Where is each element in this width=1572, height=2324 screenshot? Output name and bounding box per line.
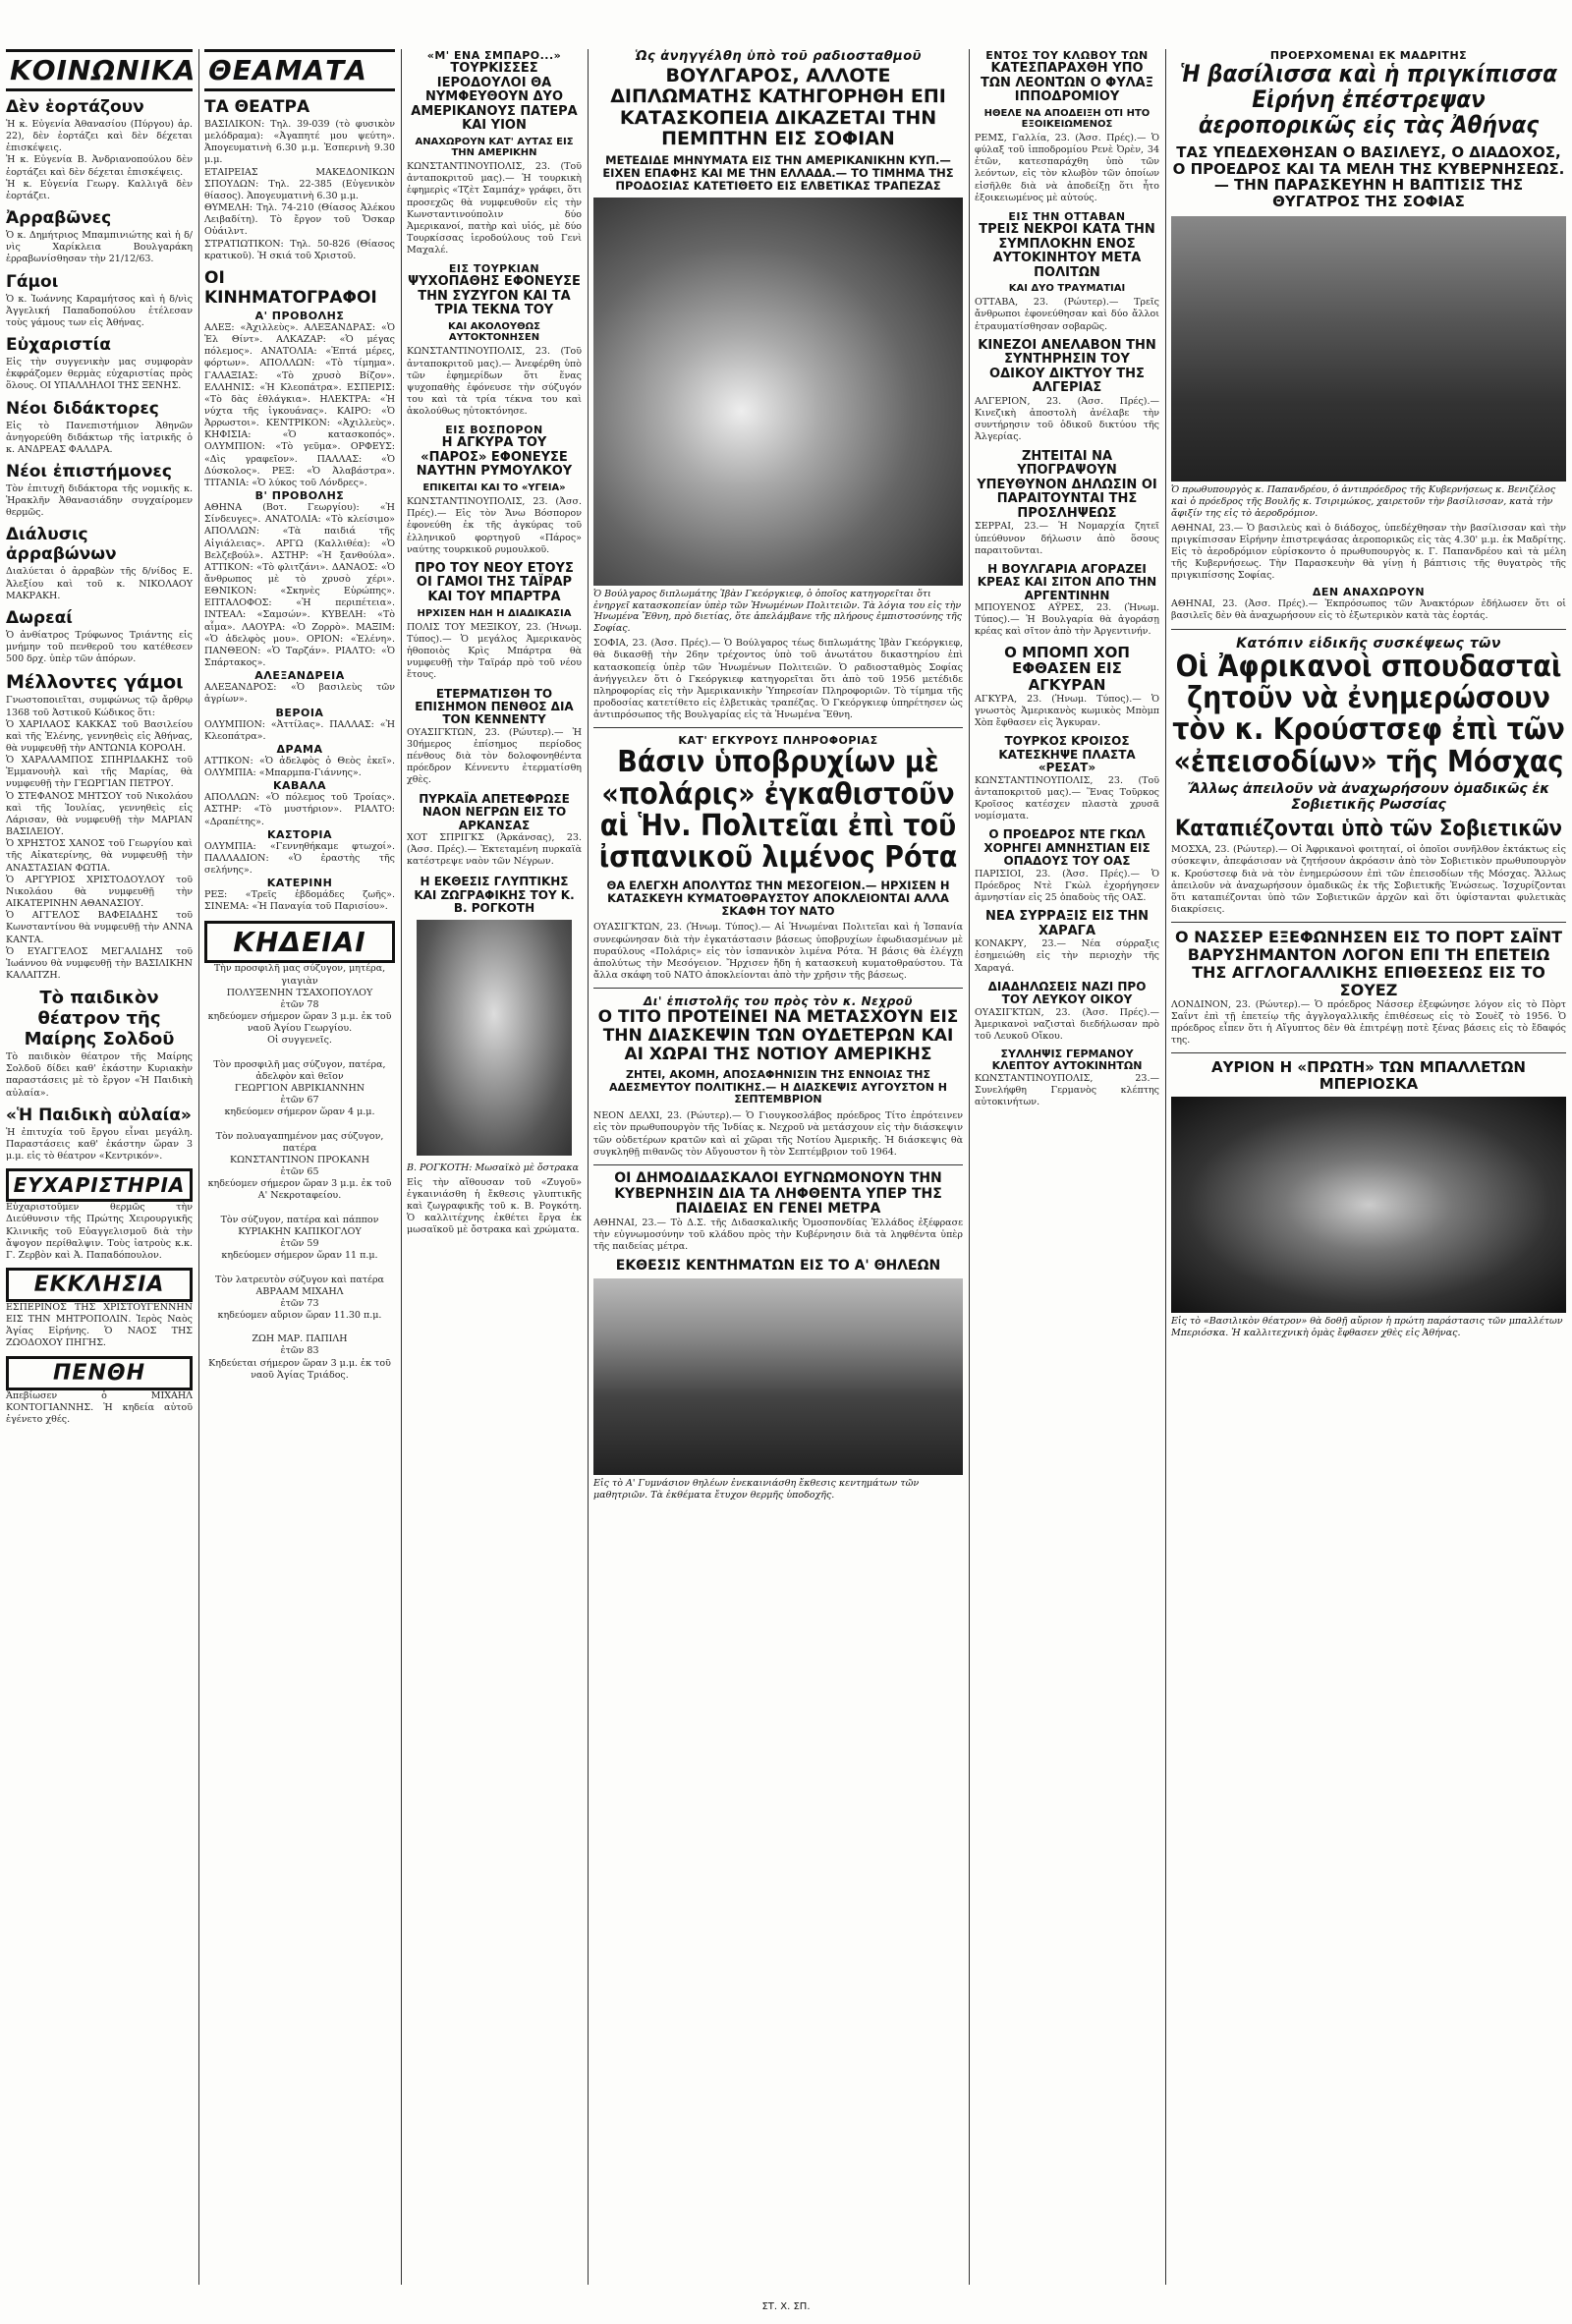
city-heading: ΔΡΑΜΑ — [276, 742, 323, 756]
article-text: ΠΟΛΙΣ ΤΟΥ ΜΕΞΙΚΟΥ, 23. (Ἡνωμ. Τύπος).— Ὁ μεγάλος Ἀμερικανὸς ἡθοποιὸς Κρὶς Μπάρτρα θὰ νυμφευθῇ τὴν Ταϊράρ πρὸ τοῦ νέου ἔτους. — [407, 621, 586, 681]
article-text: ΠΑΡΙΣΙΟΙ, 23. (Ἀσσ. Πρές).— Ὁ Πρόεδρος Ντὲ Γκὼλ ἐχορήγησεν ἀμνηστίαν εἰς 25 ὀπαδοὺς τῆς ΟΑΣ. — [975, 868, 1163, 904]
divider — [593, 988, 963, 989]
heading: Νέοι ἐπιστήμονες — [6, 461, 172, 482]
headline: ΤΟΥΡΚΟΣ ΚΡΟΙΣΟΣ ΚΑΤΕΣΚΗΨΕ ΠΛΑΣΤΑ «ΡΕΣΑΤ» — [998, 734, 1136, 775]
article-text: ΛΟΝΔΙΝΟΝ, 23. (Ρώυτερ).— Ὁ πρόεδρος Νάσσερ ἐξεφώνησε λόγον εἰς τὸ Πὸρτ Σαΐντ ἐπὶ τῇ ἐπετείῳ τῆς ἀγγλογαλλικῆς ἐπιθέσεως εἰς τὸ Σουὲζ τὸ 1956. Ὁ πρόεδρος εἶπεν ὅτι ἡ Αἴγυπτος δὲν θὰ ἐπιτρέψῃ ποτὲ ξένας βάσεις εἰς τὸ ἔδαφός της. — [1171, 998, 1570, 1047]
article-text: ΚΩΝΣΤΑΝΤΙΝΟΥΠΟΛΙΣ, 23.— Συνελήφθη Γερμανὸς κλέπτης αὐτοκινήτων. — [975, 1072, 1163, 1108]
article-text: ΚΩΝΣΤΑΝΤΙΝΟΥΠΟΛΙΣ, 23. (Ἀσσ. Πρές).— Εἰς τὸν Ἄνω Βόσπορον ἐφονεύθη ἐκ τῆς ἀγκύρας τοῦ ἑλληνικοῦ φορτηγοῦ «Πάρος» ναύτης τουρκικοῦ ρυμουλκοῦ. — [407, 496, 586, 555]
subheadline: ΚΑΙ ΑΚΟΛΟΥΘΩΣ ΑΥΤΟΚΤΟΝΗΣΕΝ — [448, 321, 540, 344]
column-news-2 — [975, 49, 1163, 2285]
column-rule — [198, 49, 199, 2285]
listing-text: ΟΛΥΜΠΙΟΝ: «Ἀττίλας». ΠΑΛΛΑΣ: «Ἡ Κλεοπάτρα». — [204, 718, 399, 742]
article-text: ΣΟΦΙΑ, 23. (Ἀσσ. Πρές).— Ὁ Βούλγαρος τέως διπλωμάτης Ἰβὰν Γκεόργκιεφ, θὰ δικασθῇ τὴν 26ην τρέχοντος ὑπὸ τοῦ ἀνωτάτου δικαστηρίου ἐπὶ κατασκοπείᾳ ὑπὲρ τῶν Ἡνωμένων Πολιτειῶν. Ὁ ραδιοσταθμὸς Σοφίας ἀνήγγειλεν ὅτι ὁ Γκεόργκιεφ κατηγορεῖται ὅτι ἀπὸ τοῦ 1956 μετέδιδε πληροφορίας εἰς τὴν Ἀμερικανικὴν Ὑπηρεσίαν Πληροφοριῶν. Τὸ τίμημα τῆς προδοσίας κατετίθετο εἰς ἐλβετικὰς τραπέζας. Ὁ Γκεόργκιεφ ὑπηρέτησεν ὡς ἀντιπρόσωπος τῆς Βουλγαρίας εἰς τὰ Ἡνωμένα Ἔθνη. — [593, 638, 967, 721]
article-text: ΑΛΓΕΡΙΟΝ, 23. (Ἀσσ. Πρές).— Κινεζικὴ ἀποστολὴ ἀνέλαβε τὴν συντήρησιν τοῦ ὁδικοῦ δικτύου τῆς Ἀλγερίας. — [975, 395, 1163, 443]
kicker: Δι' ἐπιστολῆς του πρὸς τὸν κ. Νεχροῦ — [643, 994, 914, 1009]
headline: ΣΥΛΛΗΨΙΣ ΓΕΡΜΑΝΟΥ ΚΛΕΠΤΟΥ ΑΥΤΟΚΙΝΗΤΩΝ — [991, 1048, 1143, 1073]
article-text: Ὁ κ. Ἰωάννης Καραμήτσος καὶ ἡ δ/νὶς Ἀγγελική Παπαδοπούλου ἐτέλεσαν τοὺς γάμους των εἰς Ἀθήνας. — [6, 293, 196, 328]
article-text: Εἰς τὴν συγγενικὴν μας συμφορὰν ἐκφράζομεν θερμὰς εὐχαριστίας πρὸς ὅλους. ΟΙ ΥΠΑΛΛΗΛΟΙ ΤΗΣ ΞΕΝΗΣ. — [6, 357, 196, 392]
article-text: ΚΩΝΣΤΑΝΤΙΝΟΥΠΟΛΙΣ, 23. (Τοῦ ἀνταποκριτοῦ μας).— Ἀνεφέρθη ὑπὸ τῶν ἐφημερίδων ὅτι ἕνας ψυχοπαθὴς ἐφόνευσε τὴν σύζυγόν του καὶ τὰ τρία τέκνα του καὶ ἀκολούθως ηὐτοκτόνησε. — [407, 346, 586, 418]
article-text: ΜΠΟΥΕΝΟΣ ΑΫΡΕΣ, 23. (Ἡνωμ. Τύπος).— Ἡ Βουλγαρία θὰ ἀγοράσῃ κρέας καὶ σῖτον ἀπὸ τὴν Ἀργεντινήν. — [975, 602, 1163, 638]
article-text: Ὁ ἀνθίατρος Τρύφωνος Τριάντης εἰς μνήμην τοῦ πενθεροῦ του κατέθεσεν 500 δρχ. ὑπὲρ τῶν ἀπόρων. — [6, 629, 196, 665]
africa-headline: Οἱ Ἀφρικανοὶ σπουδασταὶ ζητοῦν νὰ ἐνημερώσουν τὸν κ. Κρούστσεφ ἐπὶ τῶν «ἐπεισοδίων» τῆς Μόσχας — [1172, 649, 1565, 779]
article-text: ΜΟΣΧΑ, 23. (Ρώυτερ).— Οἱ Ἀφρικανοὶ φοιτηταί, οἱ ὁποῖοι συνῆλθον ἐκτάκτως εἰς σύσκεψιν, ἀπεφάσισαν νὰ ζητήσουν ἀκρόασιν ἀπὸ τὸν Σοβιετικὸν πρωθυπουργὸν κ. Κρούστσεφ διὰ νὰ τὸν ἐνημερώσουν ἐπὶ τῶν ἐπεισοδίων τῆς Μόσχας. Ἄλλως ἀπειλοῦν νὰ ἀναχωρήσουν ὁμαδικῶς ἐκ τῆς Σοβιετικῆς Ἑνώσεως. Ἰσχυρίζονται ὅτι καταπιέζονται ὑπὸ τῶν Σοβιετικῶν ἀρχῶν καὶ ὅτι ὑφίστανται φυλετικὰς διακρίσεις. — [1171, 844, 1570, 916]
listing-text: ΑΛΕΞ: «Ἀχιλλεὺς». ΑΛΕΞΑΝΔΡΑΣ: «Ὁ Ἑλ Θίντ». ΑΛΚΑΖΑΡ: «Ὁ μέγας πόλεμος». ΑΝΑΤΟΛΙΑ: «Ἐπτά μέρες, φόρτων». ΑΠΟΛΛΩΝ: «Τὸ τίμημα». ΓΑΛΑΞΙΑΣ: «Τὸ χρυσὸ Βίζον». ΕΛΛΗΝΙΣ: «Ἡ Κλεοπάτρα». ΕΣΠΕΡΙΣ: «Τὸ δὰς ἐθλάγκια». ΗΛΕΚΤΡΑ: «Ἡ νύχτα τῆς ἰγκουάνας». ΚΑΙΡΟ: «Ὁ Ἀρρωστοι». ΚΕΝΤΡΙΚΟΝ: «Ἀχιλλεὺς». ΚΗΦΙΣΙΑ: «Ὁ κατασκοπός». ΟΛΥΜΠΙΟΝ: «Τὸ γεῦμα». ΟΡΦΕΥΣ: «Δὶς γραφεῖον». ΠΑΛΛΑΣ: «Ὁ Δύσκολος». ΡΕΞ: «Ὁ Ἀλαβάστρα». ΤΙΤΑΝΙΑ: «Ὁ λύκος τοῦ Λόνδρες». — [204, 321, 399, 488]
heading: Ἀρραβῶνες — [6, 208, 112, 229]
teachers-headline: ΟΙ ΔΗΜΟΔΙΔΑΣΚΑΛΟΙ ΕΥΓΝΩΜΟΝΟΥΝ ΤΗΝ ΚΥΒΕΡΝΗΣΙΝ ΔΙΑ ΤΑ ΛΗΦΘΕΝΤΑ ΥΠΕΡ ΤΗΣ ΠΑΙΔΕΙΑΣ ΕΝ ΓΕΝΕΙ ΜΕΤΡΑ — [614, 1169, 942, 1218]
headline: Η ΕΚΘΕΣΙΣ ΓΛΥΠΤΙΚΗΣ ΚΑΙ ΖΩΓΡΑΦΙΚΗΣ ΤΟΥ Κ. Β. ΡΟΓΚΟΤΗ — [414, 875, 575, 916]
royal-arrival-photo — [1171, 216, 1566, 482]
kicker: ΚΑΤ' ΕΓΚΥΡΟΥΣ ΠΛΗΡΟΦΟΡΙΑΣ — [678, 734, 878, 748]
divider — [593, 727, 963, 728]
article-text: Ἡ κ. Εὐγενία Ἀθανασίου (Πύργου) ἀρ. 22), δὲν ἑορτάζει καὶ δὲν δέχεται ἐπισκέψεις. Ἡ κ. Εὐγενία Β. Ἀνδριανοπούλου δὲν ἑορτάζει καὶ δὲν δέχεται ἐπισκέψεις. Ἡ κ. Εὐγενία Γεωργ. Καλλιγᾶ δὲν ἑορτάζει. — [6, 119, 193, 201]
funeral-notices: Τὴν προσφιλῆ μας σύζυγον, μητέρα, γιαγιὰν ΠΟΛΥΞΕΝΗΝ ΤΣΑΧΟΠΟΥΛΟΥ ἐτῶν 78 κηδεύομεν σήμερον ὥραν 3 μ.μ. ἐκ τοῦ ναοῦ Ἁγίου Γεωργίου. Οἱ συγγενεῖς. Τὸν προσφιλῆ μας σύζυγον, πατέρα, ἀδελφὸν καὶ θεῖον ΓΕΩΡΓΙΟΝ ΑΒΡΙΚΙΑΝΝΗΝ ἐτῶν 67 κηδεύομεν σήμερον ὥραν 4 μ.μ. Τὸν πολυαγαπημένον μας σύζυγον, πατέρα ΚΩΝΣΤΑΝΤΙΝΟΝ ΠΡΟΚΑΝΗ ἐτῶν 65 κηδεύομεν σήμερον ὥραν 3 μ.μ. ἐκ τοῦ Α' Νεκροταφείου. Τὸν σύζυγον, πατέρα καὶ πάππον ΚΥΡΙΑΚΗΝ ΚΑΠΙΚΟΓΛΟΥ ἐτῶν 59 κηδεύομεν σήμερον ὥραν 11 π.μ. Τὸν λατρευτὸν σύζυγον καὶ πατέρα ΑΒΡΑΑΜ ΜΙΧΑΗΛ ἐτῶν 73 κηδεύομεν αὔριον ὥραν 11.30 π.μ. ΖΩΗ ΜΑΡ. ΠΑΠΙΛΗ ἐτῶν 83 Κηδεύεται σήμερον ὥραν 3 μ.μ. ἐκ τοῦ ναοῦ Ἁγίας Τριάδος. — [207, 963, 392, 1381]
article-text: Τὸν ἐπιτυχῆ διδάκτορα τῆς νομικῆς κ. Ἡρακλῆν Ἀθανασιάδην συγχαίρομεν θερμῶς. — [6, 482, 196, 519]
headline: ΠΥΡΚΑΪΑ ΑΠΕΤΕΦΡΩΣΕ ΝΑΟΝ ΝΕΓΡΩΝ ΕΙΣ ΤΟ ΑΡΚΑΝΣΑΣ — [419, 791, 570, 832]
article-text: ΡΕΜΣ, Γαλλία, 23. (Ἀσσ. Πρές).— Ὁ φύλαξ τοῦ ἱπποδρομίου Ρενὲ Ὀρὲν, 34 ἐτῶν, κατεσπαράχθη ὑπὸ τῶν λεόντων, εἰς τὸν κλωβὸν τῶν ὁποίων εἰσῆλθε διὰ νὰ ἀποδείξῃ ὅτι ἦτο ἐξοικειωμένος μὲ αὐτούς. — [975, 133, 1163, 203]
subheadline: ΗΡΧΙΣΕΝ ΗΔΗ Η ΔΙΑΔΙΚΑΣΙΑ — [417, 607, 572, 619]
heading: Δὲν ἑορτάζουν — [6, 97, 144, 117]
tito-subheadline: ΖΗΤΕΙ, ΑΚΟΜΗ, ΑΠΟΣΑΦΗΝΙΣΙΝ ΤΗΣ ΕΝΝΟΙΑΣ ΤΗΣ ΑΔΕΣΜΕΥΤΟΥ ΠΟΛΙΤΙΚΗΣ.— Η ΔΙΑΣΚΕΨΙΣ ΑΥΓΟΥΣΤΟΝ Η ΣΕΠΤΕΜΒΡΙΟΝ — [608, 1068, 948, 1105]
article-text: Διαλύεται ὁ ἀρραβὼν τῆς δ/νίδος Ε. Ἀλεξίου καὶ τοῦ κ. ΝΙΚΟΛΑΟΥ ΜΑΚΡΑΚΗ. — [6, 566, 196, 601]
listing-text: ΡΕΞ: «Τρεῖς ἑβδομάδες ζωῆς». ΣΙΝΕΜΑ: «Ἡ Παναγία τοῦ Παρισίου». — [204, 889, 399, 913]
headline: ΚΑΤΕΣΠΑΡΑΧΘΗ ΥΠΟ ΤΩΝ ΛΕΟΝΤΩΝ Ο ΦΥΛΑΞ ΙΠΠΟΔΡΟΜΙΟΥ — [981, 61, 1153, 105]
section-title-mourning: ΠΕΝΘΗ — [6, 1356, 193, 1390]
column-rule — [588, 49, 589, 2285]
listing-text: ΑΘΗΝΑ (Βοτ. Γεωργίου): «Ἡ Σίνδευγες». ΑΝΑΤΟΛΙΑ: «Τὸ κλείσιμο» ΑΠΟΛΛΩΝ: «Τὰ παιδιά τῆς Αἰγιάλειας». ΑΡΓΩ (Καλλιθέα): «Ὁ Βελζεβούλ». ΑΣΤΗΡ: «Ἡ ξανθούλα». ΑΤΤΙΚΟΝ: «Τὸ φλιτζάνι». ΔΑΝΑΟΣ: «Ὁ ἄνθρωπος μὲ τὸ χρυσὸ χέρι». ΕΘΝΙΚΟΝ: «Σκηνὲς Εὐρώπης». ΕΠΤΑΛΟΦΟΣ: «Ἡ περιπέτεια». ΙΝΤΕΑΛ: «Σαμσών». ΚΥΒΕΛΗ: «Τὸ αἷμα». ΛΑΟΥΡΑ: «Ὁ Ζορρὸ». ΜΑΞΙΜ: «Ὁ ἀδελφὸς μου». ΟΡΙΟΝ: «Ἐλένη». ΠΑΝΘΕΟΝ: «Ὁ Ταρζάν». ΡΙΑΛΤΟ: «Ὁ Σπάρτακος». — [204, 502, 399, 669]
article-text: Ὁ κ. Δημήτριος Μπαμπινιώτης καὶ ἡ δ/νὶς Χαρίκλεια Βουλγαράκη ἐρραβωνίσθησαν τὴν 21/12/63. — [6, 230, 196, 265]
article-text: ΟΥΑΣΙΓΚΤΩΝ, 23. (Ἡνωμ. Τύπος).— Αἱ Ἡνωμέναι Πολιτεῖαι καὶ ἡ Ἰσπανία συνεφώνησαν διὰ τὴν ἐγκατάστασιν βάσεως ὑποβρυχίων ἐφωδιασμένων μὲ πυραύλους «Πολάρις» εἰς τὸν ἰσπανικὸν λιμένα Ρότα. Ἡ βάσις θὰ ἐλέγχῃ ἀπολύτως τὴν Μεσόγειον. Ἤρχισεν ἤδη ἡ κατασκευὴ κυματοθραύστου. Τὰ ἄλλα σκάφη τοῦ ΝΑΤΟ ἀποκλείονται ἀπὸ τὴν χρῆσιν τῆς βάσεως. — [593, 922, 967, 982]
article-text: ΟΥΑΣΙΓΚΤΩΝ, 23. (Ρώυτερ).— Ἡ 30ήμερος ἐπίσημος περίοδος πένθους διὰ τὸν δολοφονηθέντα πρόεδρον Κέννεντυ ἐτερματίσθη χθὲς. — [407, 726, 586, 786]
article-text: Εἰς τὸ Πανεπιστήμιον Ἀθηνῶν ἀνηγορεύθη διδάκτωρ τῆς ἰατρικῆς ὁ κ. ΑΝΔΡΕΑΣ ΦΑΛΔΡΑ. — [6, 420, 196, 455]
listing-text: ΑΤΤΙΚΟΝ: «Ὁ ἀδελφὸς ὁ Θεὸς ἐκεῖ». ΟΛΥΜΠΙΑ: «Μπαρμπα-Γιάννης». — [204, 755, 399, 779]
listing-text: ΑΠΟΛΛΩΝ: «Ὁ πόλεμος τοῦ Τροίας». ΑΣΤΗΡ: «Τὸ μυστήριον». ΡΙΑΛΤΟ: «Δραπέτης». — [204, 792, 399, 827]
subheadline: ΑΝΑΧΩΡΟΥΝ ΚΑΤ' ΑΥΤΑΣ ΕΙΣ ΤΗΝ ΑΜΕΡΙΚΗΝ — [415, 136, 574, 158]
headline: ΕΤΕΡΜΑΤΙΣΘΗ ΤΟ ΕΠΙΣΗΜΟΝ ΠΕΝΘΟΣ ΔΙΑ ΤΟΝ ΚΕΝΝΕΝΤΥ — [415, 686, 574, 727]
headline: ΝΕΑ ΣΥΡΡΑΞΙΣ ΕΙΣ ΤΗΝ ΧΑΡΑΓΑ — [985, 909, 1149, 938]
tito-headline: Ο ΤΙΤΟ ΠΡΟΤΕΙΝΕΙ ΝΑ ΜΕΤΑΣΧΟΥΝ ΕΙΣ ΤΗΝ ΔΙΑΣΚΕΨΙΝ ΤΩΝ ΟΥΔΕΤΕΡΩΝ ΚΑΙ ΑΙ ΧΩΡΑΙ ΤΗΣ ΝΟΤΙΟΥ ΑΜΕΡΙΚΗΣ — [597, 1007, 959, 1065]
heading: Γάμοι — [6, 271, 59, 292]
diplomat-photo — [593, 198, 963, 586]
section-title-thanks: ΕΥΧΑΡΙΣΤΗΡΙΑ — [6, 1168, 193, 1202]
ballet-headline: ΑΥΡΙΟΝ Η «ΠΡΩΤΗ» ΤΩΝ ΜΠΑΛΛΕΤΩΝ ΜΠΕΡΙΟΣΚΑ — [1211, 1058, 1526, 1094]
article-text: ΟΤΤΑΒΑ, 23. (Ρώυτερ).— Τρεῖς ἄνθρωποι ἐφονεύθησαν καὶ δύο ἄλλοι ἐτραυματίσθησαν σοβαρῶς. — [975, 297, 1163, 332]
article-text: ΚΟΝΑΚΡΥ, 23.— Νέα σύρραξις ἐσημειώθη εἰς τὴν περιοχὴν τῆς Χαραγά. — [975, 938, 1163, 974]
headline: Η ΒΟΥΛΓΑΡΙΑ ΑΓΟΡΑΖΕΙ ΚΡΕΑΣ ΚΑΙ ΣΙΤΟΝ ΑΠΟ ΤΗΝ ΑΡΓΕΝΤΙΝΗΝ — [977, 561, 1157, 602]
divider — [593, 1164, 963, 1165]
article-text: ΑΘΗΝΑΙ, 23.— Τὸ Δ.Σ. τῆς Διδασκαλικῆς Ὁμοσπονδίας Ἑλλάδος ἐξέφρασε τὴν εὐγνωμοσύνην τοῦ κλάδου πρὸς τὴν Κυβέρνησιν διὰ τὰ ληφθέντα ὑπὲρ τῆς παιδείας μέτρα. — [593, 1217, 967, 1253]
city-heading: ΚΑΤΕΡΙΝΗ — [266, 877, 333, 890]
kicker: ΕΙΣ ΤΟΥΡΚΙΑΝ — [448, 262, 540, 276]
kicker: ΔΕΝ ΑΝΑΧΩΡΟΥΝ — [1312, 586, 1426, 599]
column-social — [6, 49, 196, 2285]
embroidery-photo — [593, 1278, 963, 1475]
kicker: ΕΙΣ ΒΟΣΠΟΡΟΝ — [445, 424, 543, 437]
photo-caption: Β. ΡΟΓΚΟΤΗ: Μωσαϊκὸ μὲ ὄστρακα — [407, 1162, 579, 1173]
column-rule — [1165, 49, 1166, 2285]
headline: Η ΑΓΚΥΡΑ ΤΟΥ «ΠΑΡΟΣ» ΕΦΟΝΕΥΣΕ ΝΑΥΤΗΝ ΡΥΜΟΥΛΚΟΥ — [416, 435, 573, 480]
article-text: Γνωστοποιεῖται, συμφώνως τῷ ἄρθρῳ 1368 τοῦ Ἀστικοῦ Κώδικος ὅτι: Ὁ ΧΑΡΙΛΑΟΣ ΚΑΚΚΑΣ τοῦ Βασιλείου καὶ τῆς Ἐλένης, γεννηθεὶς εἰς Ἀθήνας, θὰ νυμφευθῇ τὴν ΑΝΤΩΝΙΑ ΚΟΡΟΛΗ. Ὁ ΧΑΡΑΛΑΜΠΟΣ ΣΠΗΡΙΔΑΚΗΣ τοῦ Ἐμμανουὴλ καὶ τῆς Μαρίας, θὰ νυμφευθῇ τὴν ΓΕΩΡΓΙΑΝ ΠΕΤΡΟΥ. Ὁ ΣΤΕΦΑΝΟΣ ΜΗΤΣΟΥ τοῦ Νικολάου καὶ τῆς Ἰουλίας, γεννηθεὶς εἰς Λάρισαν, θὰ νυμφευθῇ τὴν ΜΑΡΙΑΝ ΒΑΣΙΛΕΙΟΥ. Ὁ ΧΡΗΣΤΟΣ ΧΑΝΟΣ τοῦ Γεωργίου καὶ τῆς Αἰκατερίνης, θὰ νυμφευθῇ τὴν ΑΝΑΣΤΑΣΙΑΝ ΦΩΤΙΑ. Ὁ ΑΡΓΥΡΙΟΣ ΧΡΙΣΤΟΔΟΥΛΟΥ τοῦ Νικολάου θὰ νυμφευθῇ τὴν ΑΙΚΑΤΕΡΙΝΗΝ ΑΘΑΝΑΣΙΟΥ. Ὁ ΑΓΓΕΛΟΣ ΒΑΦΕΙΑΔΗΣ τοῦ Κωνσταντίνου θὰ νυμφευθῇ τὴν ΑΝΝΑ ΚΑΝΤΑ. Ὁ ΕΥΑΓΓΕΛΟΣ ΜΕΓΑΛΙΔΗΣ τοῦ Ἰωάννου θὰ νυμφευθῇ τὴν ΒΑΣΙΛΙΚΗΝ ΚΑΛΑΙΤΖΗ. — [6, 695, 193, 981]
subheadline: ΕΠΙΚΕΙΤΑΙ ΚΑΙ ΤΟ «ΥΓΕΙΑ» — [422, 482, 566, 493]
heading: Μέλλοντες γάμοι — [6, 671, 184, 694]
polaris-headline: Βάσιν ὑποβρυχίων μὲ «πολάρις» ἐγκαθιστοῦν αἱ Ἡν. Πολιτεῖαι ἐπὶ τοῦ ἰσπανικοῦ λιμένος Ρότα — [598, 745, 958, 876]
city-heading: ΚΑΒΑΛΑ — [273, 779, 326, 793]
article-text: Τὸ παιδικὸν θέατρον τῆς Μαίρης Σολδοῦ δίδει καθ' ἑκάστην Κυριακὴν παραστάσεις μὲ τὸ ἔργον «Ἡ Παιδικὴ αὐλαία». — [6, 1051, 196, 1099]
section-title-funerals: ΚΗΔΕΙΑΙ — [204, 921, 395, 963]
headline: Ο ΜΠΟΜΠ ΧΟΠ ΕΦΘΑΣΕΝ ΕΙΣ ΑΓΚΥΡΑΝ — [1004, 643, 1130, 695]
polaris-subheadline: ΘΑ ΕΛΕΓΧΗ ΑΠΟΛΥΤΩΣ ΤΗΝ ΜΕΣΟΓΕΙΟΝ.— ΗΡΧΙΣΕΝ Η ΚΑΤΑΣΚΕΥΗ ΚΥΜΑΤΟΘΡΑΥΣΤΟΥ ΑΠΟΚΛΕΙΟΝΤΑΙ ΑΛΛΑ ΣΚΑΦΗ ΤΟΥ ΝΑΤΟ — [606, 878, 950, 918]
headline: ΖΗΤΕΙΤΑΙ ΝΑ ΥΠΟΓΡΑΨΟΥΝ ΥΠΕΥΘΥΝΟΝ ΔΗΛΩΣΙΝ ΟΙ ΠΑΡΑΙΤΟΥΝΤΑΙ ΤΗΣ ΠΡΟΣΛΗΨΕΩΣ — [977, 448, 1157, 521]
africa-subheadline-2: Καταπιέζονται ὑπὸ τῶν Σοβιετικῶν — [1174, 816, 1563, 841]
article-text: ΧΟΤ ΣΠΡΙΓΚΣ (Ἀρκάνσας), 23. (Ἀσσ. Πρές).— Ἐκτεταμένη πυρκαϊὰ κατέστρεψε ναὸν τῶν Νέγρων. — [407, 831, 586, 868]
headline: ΤΡΕΙΣ ΝΕΚΡΟΙ ΚΑΤΑ ΤΗΝ ΣΥΜΠΛΟΚΗΝ ΕΝΟΣ ΑΥΤΟΚΙΝΗΤΟΥ ΜΕΤΑ ΠΟΛΙΤΩΝ — [979, 221, 1155, 280]
column-rule — [401, 49, 402, 2285]
heading: Τὸ παιδικὸν θέατρον τῆς Μαίρης Σολδοῦ — [24, 988, 175, 1050]
main-subheadline: ΜΕΤΕΔΙΔΕ ΜΗΝΥΜΑΤΑ ΕΙΣ ΤΗΝ ΑΜΕΡΙΚΑΝΙΚΗΝ ΚΥΠ.— ΕΙΧΕΝ ΕΠΑΦΗΣ ΚΑΙ ΜΕ ΤΗΝ ΕΛΛΑΔΑ.— ΤΟ ΤΙΜΗΜΑ ΤΗΣ ΠΡΟΔΟΣΙΑΣ ΚΑΤΕΤΙΘΕΤΟ ΕΙΣ ΕΛΒΕΤΙΚΑΣ ΤΡΑΠΕΖΑΣ — [602, 153, 954, 193]
subheading: Α' ΠΡΟΒΟΛΗΣ — [254, 309, 345, 322]
royal-headline: Ἡ βασίλισσα καὶ ἡ πριγκίπισσα Εἰρήνη ἐπέστρεψαν ἀεροπορικῶς εἰς τὰς Ἀθήνας — [1179, 60, 1557, 139]
heading: Εὐχαριστία — [6, 335, 111, 356]
subheadline: ΚΑΙ ΔΥΟ ΤΡΑΥΜΑΤΙΑΙ — [1008, 283, 1126, 295]
section-title-church: ΕΚΚΛΗΣΙΑ — [6, 1268, 193, 1302]
article-text: Ἀπεβίωσεν ὁ ΜΙΧΑΗΛ ΚΟΝΤΟΓΙΑΝΝΗΣ. Ἡ κηδεία αὐτοῦ ἐγένετο χθές. — [6, 1389, 196, 1425]
kicker: ΕΝΤΟΣ ΤΟΥ ΚΛΩΒΟΥ ΤΩΝ — [985, 49, 1149, 62]
headline: Ο ΠΡΟΕΔΡΟΣ ΝΤΕ ΓΚΩΛ ΧΟΡΗΓΕΙ ΑΜΝΗΣΤΙΑΝ ΕΙΣ ΟΠΑΔΟΥΣ ΤΟΥ ΟΑΣ — [983, 827, 1151, 869]
heading: Δωρεαί — [6, 607, 73, 628]
listing-text: ΒΑΣΙΛΙΚΟΝ: Τηλ. 39-039 (τὸ φυσικὸν μελόδραμα): «Ἀγαπητέ μου ψεύτη». Ἀπογευματινὴ 6.30 μ.μ. Ἑσπερινὴ 9.30 μ.μ. ΕΤΑΙΡΕΙΑΣ ΜΑΚΕΔΟΝΙΚΩΝ ΣΠΟΥΔΩΝ: Τηλ. 22-385 (Εὐγενικὸν θίασος). Ἀπογευματινὴ 6.30 μ.μ. ΘΥΜΕΛΗ: Τηλ. 74-210 (Θίασος Ἀλέκου Λειβαδίτη). Τὸ ἔργον τοῦ Ὄσκαρ Οὐάιλντ. ΣΤΡΑΤΙΩΤΙΚΟΝ: Τηλ. 50-826 (Θίασος κρατικοῦ). Ἡ σκιά τοῦ Χριστοῦ. — [204, 119, 395, 261]
divider — [1171, 1052, 1566, 1053]
artwork-photo — [417, 920, 572, 1156]
headline: ΠΡΟ ΤΟΥ ΝΕΟΥ ΕΤΟΥΣ ΟΙ ΓΑΜΟΙ ΤΗΣ ΤΑΪΡΑΡ ΚΑΙ ΤΟΥ ΜΠΑΡΤΡΑ — [415, 560, 574, 605]
kicker: Κατόπιν εἰδικῆς συσκέψεως τῶν — [1236, 635, 1501, 652]
nasser-headline: Ο ΝΑΣΣΕΡ ΕΞΕΦΩΝΗΣΕΝ ΕΙΣ ΤΟ ΠΟΡΤ ΣΑΪΝΤ ΒΑΡΥΣΗΜΑΝΤΟΝ ΛΟΓΟΝ ΕΠΙ ΤΗ ΕΠΕΤΕΙΩ ΤΗΣ ΑΓΓΛΟΓΑΛΛΙΚΗΣ ΕΠΙΘΕΣΕΩΣ ΕΙΣ ΤΟ ΣΟΥΕΖ — [1174, 928, 1563, 999]
subheading: Β' ΠΡΟΒΟΛΗΣ — [254, 489, 345, 503]
photo-caption: Εἰς τὸ Α' Γυμνάσιον θηλέων ἐνεκαινιάσθη ἔκθεσις κεντημάτων τῶν μαθητριῶν. Τὰ ἐκθέματα ἔτυχον θερμῆς ὑποδοχῆς. — [593, 1478, 920, 1501]
article-text: ΟΥΑΣΙΓΚΤΩΝ, 23. (Ἀσσ. Πρές).— Ἀμερικανοὶ ναζισταὶ διεδήλωσαν πρὸ τοῦ Λευκοῦ Οἴκου. — [975, 1006, 1163, 1042]
article-text: ΣΕΡΡΑΙ, 23.— Ἡ Νομαρχία ζητεῖ ὑπεύθυνον δήλωσιν ἀπὸ ὅσους παραιτοῦνται. — [975, 521, 1163, 556]
headline: ΨΥΧΟΠΑΘΗΣ ΕΦΟΝΕΥΣΕ ΤΗΝ ΣΥΖΥΓΟΝ ΚΑΙ ΤΑ ΤΡΙΑ ΤΕΚΝΑ ΤΟΥ — [408, 274, 581, 318]
heading: Νέοι διδάκτορες — [6, 398, 159, 419]
listing-text: ΑΛΕΞΑΝΔΡΟΣ: «Ὁ βασιλεὺς τῶν ἀγρίων». — [204, 682, 399, 706]
ballet-photo — [1171, 1097, 1566, 1313]
column-rule — [969, 49, 970, 2285]
article-text: ΚΩΝΣΤΑΝΤΙΝΟΥΠΟΛΙΣ, 23. (Τοῦ ἀνταποκριτοῦ μας).— Ἡ τουρκικὴ ἐφημερὶς «Τζὲτ Σαμπάχ» γράφει, ὅτι προσεχῶς θὰ νυμφευθοῦν εἰς τὴν Κωνσταντινούπολιν δύο Ἀμερικανοί, πατὴρ καὶ υἱός, μὲ δύο Τουρκίσσας ἱεροδούλους τοῦ Γενὶ Μαχαλέ. — [407, 161, 586, 256]
embroidery-headline: ΕΚΘΕΣΙΣ ΚΕΝΤΗΜΑΤΩΝ ΕΙΣ ΤΟ Α' ΘΗΛΕΩΝ — [615, 1258, 941, 1275]
divider — [1171, 922, 1566, 923]
city-heading: ΒΕΡΟΙΑ — [275, 706, 324, 719]
article-text: ΚΩΝΣΤΑΝΤΙΝΟΥΠΟΛΙΣ, 23. (Τοῦ ἀνταποκριτοῦ μας).— Ἕνας Τοῦρκος Κροῖσος κατέσχεν πλαστὰ χρυσᾶ νομίσματα. — [975, 774, 1163, 822]
headline: ΤΟΥΡΚΙΣΣΕΣ ΙΕΡΟΔΟΥΛΟΙ ΘΑ ΝΥΜΦΕΥΘΟΥΝ ΔΥΟ ΑΜΕΡΙΚΑΝΟΥΣ ΠΑΤΕΡΑ ΚΑΙ ΥΙΟΝ — [411, 61, 578, 134]
heading: ΟΙ ΚΙΝΗΜΑΤΟΓΡΑΦΟΙ — [204, 267, 377, 308]
article-text: ΑΘΗΝΑΙ, 23.— Ὁ βασιλεὺς καὶ ὁ διάδοχος, ὑπεδέχθησαν τὴν βασίλισσαν καὶ τὴν πριγκίπισσαν Εἰρήνην ἐπιστρεψάσας ἀεροπορικῶς εἰς τὰς 4.30' μ.μ. ἐκ Μαδρίτης. Εἰς τὸ ἀεροδρόμιον εὑρίσκοντο ὁ πρωθυπουργὸς κ. Γ. Παπανδρέου καὶ τὰ μέλη τῆς Κυβερνήσεως. Τὴν Παρασκευὴν θὰ γίνῃ ἡ βάπτισις τῆς θυγατρὸς τῆς πριγκιπίσσης Σοφίας. — [1171, 522, 1570, 582]
africa-subheadline: Ἄλλως ἀπειλοῦν νὰ ἀναχωρήσουν ὁμαδικῶς ἐκ Σοβιετικῆς Ρωσσίας — [1187, 781, 1550, 813]
photo-caption: Ὁ Βούλγαρος διπλωμάτης Ἰβὰν Γκεόργκιεφ, ὁ ὁποῖος κατηγορεῖται ὅτι ἐνηργεῖ κατασκοπείαν ὑπὲρ τῶν Ἡνωμένων Πολιτειῶν. Τὰ λόγια του εἰς τὴν Ἡνωμένα Ἔθνη, πρὸ διετίας, ὅτε ἀπελάμβανε τῆς πλήρους ἐμπιστοσύνης τῆς Σοφίας. — [593, 588, 963, 635]
royal-subheadline: ΤΑΣ ΥΠΕΔΕΧΘΗΣΑΝ Ο ΒΑΣΙΛΕΥΣ, Ο ΔΙΑΔΟΧΟΣ, Ο ΠΡΟΕΔΡΟΣ ΚΑΙ ΤΑ ΜΕΛΗ ΤΗΣ ΚΥΒΕΡΝΗΣΕΩΣ.— ΤΗΝ ΠΑΡΑΣΚΕΥΗΝ Η ΒΑΠΤΙΣΙΣ ΤΗΣ ΘΥΓΑΤΡΟΣ ΤΗΣ ΣΟΦΙΑΣ — [1172, 142, 1565, 211]
headline: ΔΙΑΔΗΛΩΣΕΙΣ ΝΑΖΙ ΠΡΟ ΤΟΥ ΛΕΥΚΟΥ ΟΙΚΟΥ — [987, 979, 1147, 1007]
article-text: ΕΣΠΕΡΙΝΟΣ ΤΗΣ ΧΡΙΣΤΟΥΓΕΝΝΗΝ ΕΙΣ ΤΗΝ ΜΗΤΡΟΠΟΛΙΝ. Ἱερὸς Ναὸς Ἁγίας Εἰρήνης. Ὁ ΝΑΟΣ ΤΗΣ ΖΩΟΔΟΧΟΥ ΠΗΓΗΣ. — [6, 1302, 196, 1349]
photo-caption: Ὁ πρωθυπουργὸς κ. Παπανδρέου, ὁ ἀντιπρόεδρος τῆς Κυβερνήσεως κ. Βενιζέλος καὶ ὁ πρόεδρος τῆς Βουλῆς κ. Τσιριμώκος, χαιρετοῦν τὴν βασίλισσαν, κατὰ τὴν ἄφιξίν της εἰς τὸ ἀεροδρόμιον. — [1171, 483, 1556, 519]
listing-text: ΟΛΥΜΠΙΑ: «Γεννηθήκαμε φτωχοί». ΠΑΛΛΑΔΙΟΝ: «Ὁ ἐραστὴς τῆς σελήνης». — [204, 840, 399, 876]
kicker: Ὡς ἀνηγγέλθη ὑπὸ τοῦ ραδιοσταθμοῦ — [635, 49, 922, 64]
kicker: «Μ' ΕΝΑ ΣΜΠΑΡΟ...» — [426, 49, 562, 62]
article-text: Ἡ ἐπιτυχία τοῦ ἔργου εἶναι μεγάλη. Παραστάσεις καθ' ἑκάστην ὥραν 3 μ.μ. εἰς τὸ θέατρον «Κεντρικόν». — [6, 1126, 196, 1162]
article-text: ΝΕΟΝ ΔΕΛΧΙ, 23. (Ρώυτερ).— Ὁ Γιουγκοσλάβος πρόεδρος Τίτο ἐπρότεινεν εἰς τὸν πρωθυπουργὸν τῆς Ἰνδίας κ. Νεχροῦ νὰ μετάσχουν εἰς τὴν διάσκεψιν τῶν οὐδετέρων κρατῶν καὶ αἱ χῶραι τῆς Νοτίου Ἀμερικῆς. Ἡ διάσκεψις θὰ συγκληθῇ πιθανῶς τὸν Αὔγουστον ἢ τὸν Σεπτέμβριον τοῦ 1964. — [593, 1110, 967, 1158]
photo-caption: Εἰς τὸ «Βασιλικὸν θέατρον» θὰ δοθῇ αὔριον ἡ πρώτη παράστασις τῶν μπαλλέτων Μπεριόσκα. Ἡ καλλιτεχνικὴ ὁμὰς ἔφθασεν χθὲς εἰς Ἀθήνας. — [1171, 1316, 1563, 1338]
heading: ΤΑ ΘΕΑΤΡΑ — [204, 97, 310, 117]
article-text: Εἰς τὴν αἴθουσαν τοῦ «Ζυγοῦ» ἐγκαινιάσθη ἡ ἔκθεσις γλυπτικῆς καὶ ζωγραφικῆς τοῦ κ. Β. Ρογκότη. Ὁ καλλιτέχνης ἐκθέτει ἔργα ἐκ μωσαϊκοῦ μὲ ὄστρακα καὶ χρώματα. — [407, 1176, 586, 1236]
section-title-spectacles: ΘΕΑΜΑΤΑ — [204, 49, 395, 91]
article-text: ΑΘΗΝΑΙ, 23. (Ἀσσ. Πρές).— Ἐκπρόσωπος τῶν Ἀνακτόρων ἐδήλωσεν ὅτι οἱ βασιλεῖς δὲν θὰ ἀναχωρήσουν εἰς τὸ ἐξωτερικὸν κατὰ τὰς ἑορτάς. — [1171, 598, 1570, 622]
column-royal — [1171, 49, 1570, 2285]
column-spectacles — [204, 49, 399, 2285]
section-title-social: ΚΟΙΝΩΝΙΚΑ — [6, 49, 193, 91]
city-heading: ΑΛΕΞΑΝΔΡΕΙΑ — [254, 669, 345, 683]
headline: ΚΙΝΕΖΟΙ ΑΝΕΛΑΒΟΝ ΤΗΝ ΣΥΝΤΗΡΗΣΙΝ ΤΟΥ ΟΔΙΚΟΥ ΔΙΚΤΥΟΥ ΤΗΣ ΑΛΓΕΡΙΑΣ — [978, 337, 1156, 396]
page-footer: ΣΤ. Χ. ΣΠ. — [761, 2301, 811, 2312]
kicker: ΕΙΣ ΤΗΝ ΟΤΤΑΒΑΝ — [1008, 209, 1126, 223]
column-news-1 — [407, 49, 586, 2285]
city-heading: ΚΑΣΤΟΡΙΑ — [266, 827, 333, 841]
article-text: ΑΓΚΥΡΑ, 23. (Ἡνωμ. Τύπος).— Ὁ γνωστὸς Ἀμερικανὸς κωμικὸς Μπὸμπ Χὸπ ἔφθασεν εἰς Ἄγκυραν. — [975, 693, 1163, 729]
article-text: Εὐχαριστοῦμεν θερμῶς τὴν Διεύθυνσιν τῆς Πρώτης Χειρουργικῆς Κλινικῆς τοῦ Εὐαγγελισμοῦ διὰ τὴν ἄψογον περίθαλψιν. Τοὺς ἰατροὺς κ.κ. Γ. Ζερβὸν καὶ Ἀ. Παπαδόπουλον. — [6, 1202, 196, 1261]
column-center — [593, 49, 967, 2285]
subheadline: ΗΘΕΛΕ ΝΑ ΑΠΟΔΕΙΞΗ ΟΤΙ ΗΤΟ ΕΞΟΙΚΕΙΩΜΕΝΟΣ — [983, 107, 1151, 130]
divider — [1171, 629, 1566, 630]
kicker: ΠΡΟΕΡΧΟΜΕΝΑΙ ΕΚ ΜΑΔΡΙΤΗΣ — [1269, 49, 1468, 62]
main-headline: ΒΟΥΛΓΑΡΟΣ, ΑΛΛΟΤΕ ΔΙΠΛΩΜΑΤΗΣ ΚΑΤΗΓΟΡΗΘΗ ΕΠΙ ΚΑΤΑΣΚΟΠΕΙΑ ΔΙΚΑΖΕΤΑΙ ΤΗΝ ΠΕΜΠΤΗΝ ΕΙΣ ΣΟΦΙΑΝ — [610, 65, 946, 149]
heading: Διάλυσις ἀρραβώνων — [6, 525, 117, 565]
heading: «Ἡ Παιδικὴ αὐλαία» — [6, 1105, 192, 1125]
